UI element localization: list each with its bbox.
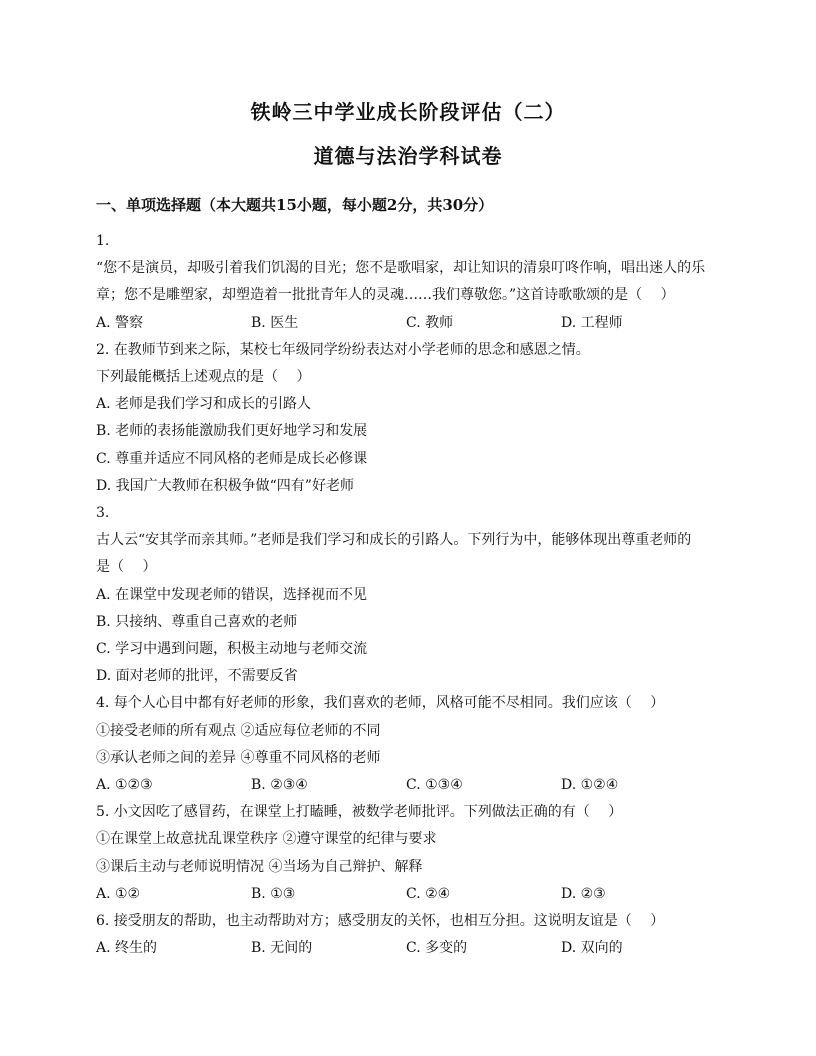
q4-stem: 4. 每个人心目中都有好老师的形象，我们喜欢的老师，风格可能不尽相同。我们应该（ ） <box>96 695 665 712</box>
q4-option-b[interactable]: B. ②③④ <box>251 777 308 794</box>
q6-option-d[interactable]: D. 双向的 <box>561 940 623 957</box>
q2-stem-2: 下列最能概括上述观点的是（ ） <box>96 369 311 386</box>
q4-statements-2: ③承认老师之间的差异 ④尊重不同风格的老师 <box>96 749 381 766</box>
q4-option-a[interactable]: A. ①②③ <box>96 777 153 794</box>
q6-option-c[interactable]: C. 多变的 <box>406 940 468 957</box>
q1-option-c[interactable]: C. 教师 <box>406 314 454 331</box>
q4-statements-1: ①接受老师的所有观点 ②适应每位老师的不同 <box>96 722 381 739</box>
q3-option-c[interactable]: C. 学习中遇到问题，积极主动地与老师交流 <box>96 641 368 658</box>
q5-statements-1: ①在课堂上故意扰乱课堂秩序 ②遵守课堂的纪律与要求 <box>96 831 437 848</box>
q2-option-d[interactable]: D. 我国广大教师在积极争做“四有”好老师 <box>96 477 354 494</box>
q3-stem-2: 是（ ） <box>96 559 157 576</box>
q1-stem-1: “您不是演员，却吸引着我们饥渴的目光；您不是歌唱家，却让知识的清泉叮咚作响，唱出迷人的乐 <box>96 260 706 277</box>
q2-option-c[interactable]: C. 尊重并适应不同风格的老师是成长必修课 <box>96 450 368 467</box>
q1-option-d[interactable]: D. 工程师 <box>561 314 623 331</box>
q3-option-d[interactable]: D. 面对老师的批评，不需要反省 <box>96 668 298 685</box>
q3-option-b[interactable]: B. 只接纳、尊重自己喜欢的老师 <box>96 613 298 630</box>
q4-option-d[interactable]: D. ①②④ <box>561 777 619 794</box>
q5-option-c[interactable]: C. ②④ <box>406 885 451 902</box>
q5-option-b[interactable]: B. ①③ <box>251 885 296 902</box>
exam-subtitle: 道德与法治学科试卷 <box>313 144 503 168</box>
questions <box>96 228 726 962</box>
q1-options <box>96 310 726 337</box>
q1-option-a[interactable]: A. 警察 <box>96 314 144 331</box>
q5-option-d[interactable]: D. ②③ <box>561 885 606 902</box>
q5-options <box>96 881 726 908</box>
q6-stem: 6. 接受朋友的帮助，也主动帮助对方；感受朋友的关怀，也相互分担。这说明友谊是（ ） <box>96 913 665 930</box>
q4-options <box>96 772 726 799</box>
section-heading: 一、单项选择题（本大题共15小题，每小题2分，共30分） <box>96 196 494 214</box>
q6-options <box>96 935 726 962</box>
q6-option-a[interactable]: A. 终生的 <box>96 940 158 957</box>
q3-option-a[interactable]: A. 在课堂中发现老师的错误，选择视而不见 <box>96 586 368 603</box>
q3-number: 3. <box>96 505 110 522</box>
q2-option-b[interactable]: B. 老师的表扬能激励我们更好地学习和发展 <box>96 423 368 440</box>
q4-option-c[interactable]: C. ①③④ <box>406 777 463 794</box>
q5-stem: 5. 小文因吃了感冒药，在课堂上打瞌睡，被数学老师批评。下列做法正确的有（ ） <box>96 804 623 821</box>
q6-option-b[interactable]: B. 无间的 <box>251 940 313 957</box>
q5-option-a[interactable]: A. ①② <box>96 885 141 902</box>
q5-statements-2: ③课后主动与老师说明情况 ④当场为自己辩护、解释 <box>96 858 423 875</box>
exam-title: 铁岭三中学业成长阶段评估（二） <box>250 100 566 124</box>
q1-number: 1. <box>96 233 110 249</box>
q2-option-a[interactable]: A. 老师是我们学习和成长的引路人 <box>96 396 312 413</box>
q1-option-b[interactable]: B. 医生 <box>251 314 299 331</box>
q1-stem-2: 章；您不是雕塑家，却塑造着一批批青年人的灵魂……我们尊敬您。”这首诗歌歌颂的是（ ） <box>96 287 675 304</box>
q2-stem-1: 2. 在教师节到来之际，某校七年级同学纷纷表达对小学老师的思念和感恩之情。 <box>96 341 590 358</box>
q3-stem-1: 古人云“安其学而亲其师。”老师是我们学习和成长的引路人。下列行为中，能够体现出尊重老师的 <box>96 532 692 549</box>
